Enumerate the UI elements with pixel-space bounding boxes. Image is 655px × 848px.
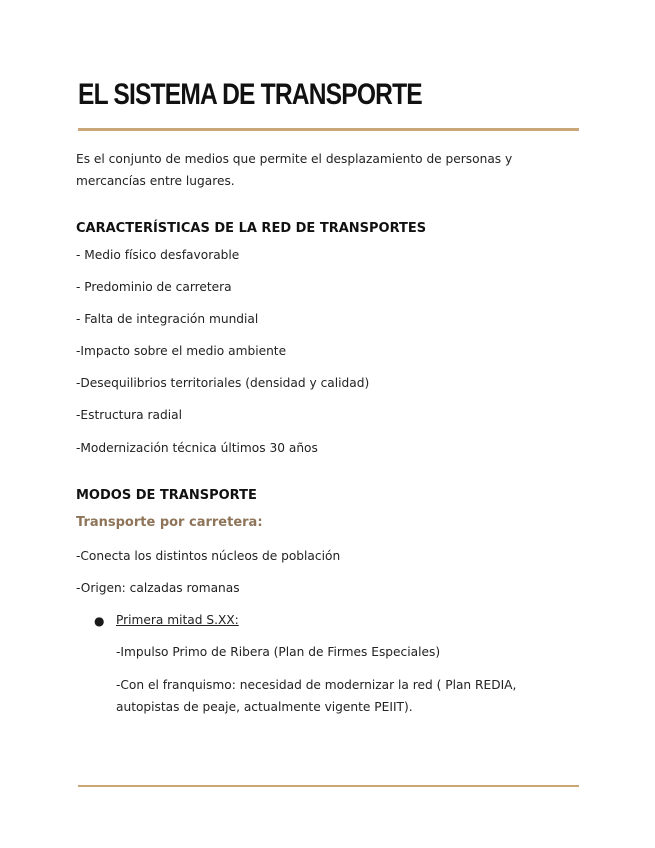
document-title: EL SISTEMA DE TRANSPORTE [78,78,422,111]
section-heading-modes: MODOS DE TRANSPORTE [76,488,257,503]
characteristic-item: - Predominio de carretera [76,280,232,294]
bullet-sub-item: -Con el franquismo: necesidad de modernizar la red ( Plan REDIA, autopistas de peaje, actualmente vigente PEIIT). [116,678,517,714]
characteristic-item: -Modernización técnica últimos 30 años [76,441,318,455]
characteristic-item: -Desequilibrios territoriales (densidad y calidad) [76,376,370,390]
bullet-icon: ● [94,614,105,628]
road-item: -Conecta los distintos núcleos de población [76,549,341,563]
bullet-sub-item: -Impulso Primo de Ribera (Plan de Firmes Especiales) [116,645,441,659]
footer-divider [78,785,579,787]
title-divider [78,128,579,131]
road-item: -Origen: calzadas romanas [76,581,240,595]
characteristic-item: - Falta de integración mundial [76,312,259,326]
bullet-label: Primera mitad S.XX: [116,613,239,627]
section-heading-characteristics: CARACTERÍSTICAS DE LA RED DE TRANSPORTES [76,221,427,236]
characteristic-item: -Impacto sobre el medio ambiente [76,344,287,358]
subheading-road-transport: Transporte por carretera: [76,515,263,530]
characteristic-item: - Medio físico desfavorable [76,248,240,262]
intro-paragraph: Es el conjunto de medios que permite el desplazamiento de personas y mercancías entre lugares. [76,152,513,188]
characteristic-item: -Estructura radial [76,408,182,422]
